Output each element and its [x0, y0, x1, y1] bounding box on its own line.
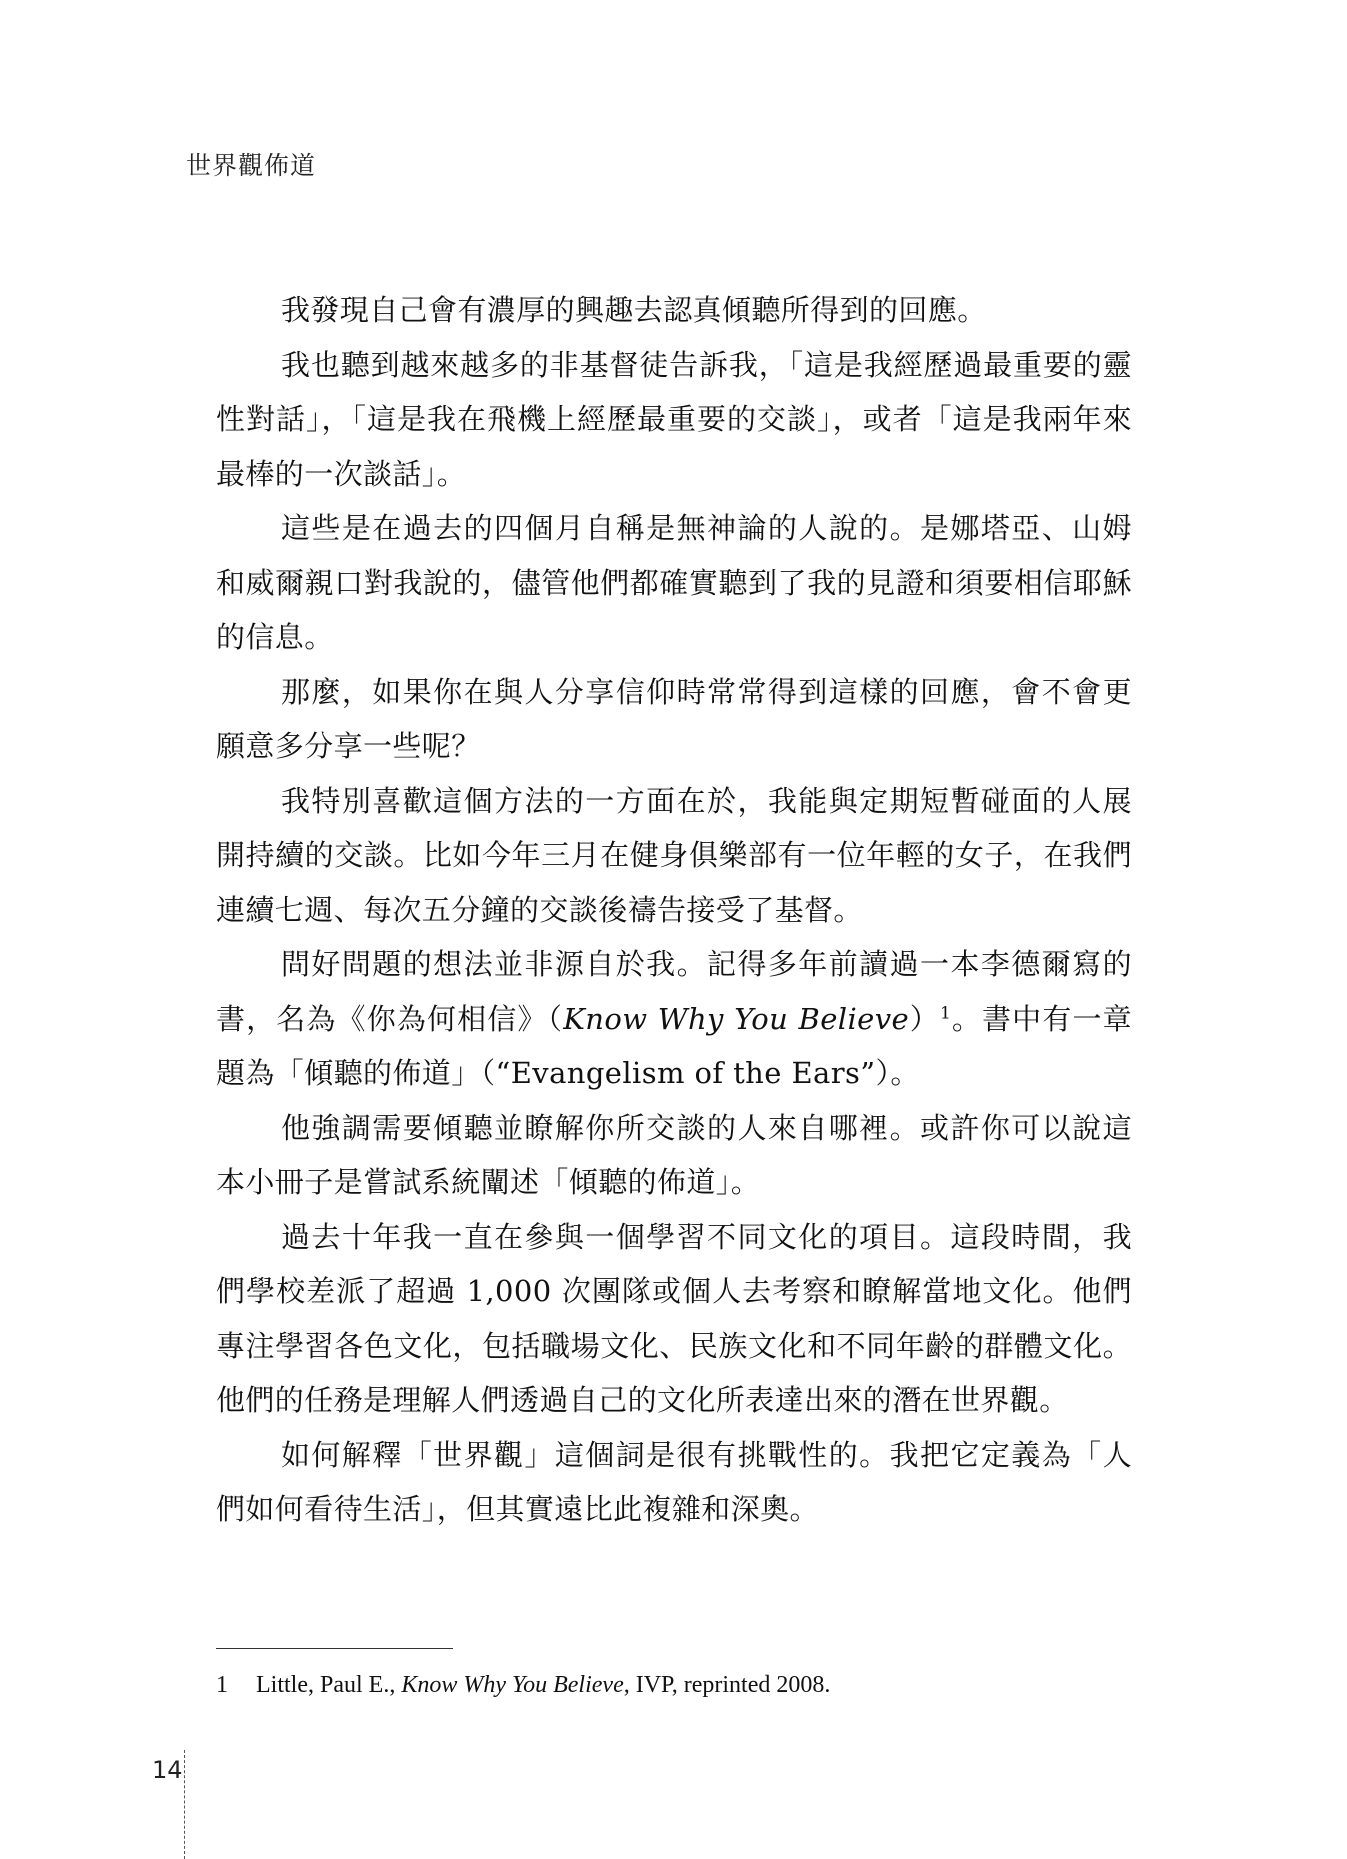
paragraph-9: 如何解釋「世界觀」這個詞是很有挑戰性的。我把它定義為「人們如何看待生活」，但其實遠比此複雜和深奧。: [216, 1437, 1132, 1526]
margin-guide-line: [184, 1750, 185, 1859]
paragraph-4: 那麼，如果你在與人分享信仰時常常得到這樣的回應，會不會更願意多分享一些呢？: [216, 674, 1132, 763]
paragraph-6: [216, 937, 1132, 1101]
footnote-separator: [216, 1648, 453, 1649]
paragraph-2: 我也聽到越來越多的非基督徒告訴我，「這是我經歷過最重要的靈性對話」，「這是我在飛機上經歷最重要的交談」，或者「這是我兩年來最棒的一次談話」。: [216, 347, 1132, 491]
footnote-reference: 1: [939, 1002, 952, 1023]
page-number: 14: [152, 1756, 183, 1784]
book-title-italic: Know Why You Believe: [563, 1001, 910, 1036]
paragraph-7: 他強調需要傾聽並瞭解你所交談的人來自哪裡。或許你可以說這本小冊子是嘗試系統闡述「傾聽的佈道」。: [216, 1110, 1132, 1199]
paragraph-5: 我特別喜歡這個方法的一方面在於，我能與定期短暫碰面的人展開持續的交談。比如今年三月在健身俱樂部有一位年輕的女子，在我們連續七週、每次五分鐘的交談後禱告接受了基督。: [216, 783, 1132, 927]
body-text: [216, 283, 1132, 1537]
paragraph-8: 過去十年我一直在參與一個學習不同文化的項目。這段時間，我們學校差派了超過 1,000 次團隊或個人去考察和瞭解當地文化。他們專注學習各色文化，包括職場文化、民族文化和不同年齡的群體文化。他們的任務是理解人們透過自己的文化所表達出來的潛在世界觀。: [216, 1219, 1132, 1417]
footnote-publication: , IVP, reprinted 2008.: [623, 1672, 831, 1698]
footnote: [216, 1672, 830, 1699]
running-header: 世界觀佈道: [186, 151, 317, 180]
paragraph-6-text-before: 問好問題的想法並非源自於我。記得多年前讀過一本李德爾寫的書，名為《你為何相信》（: [216, 947, 1132, 1036]
footnote-book-title: Know Why You Believe: [401, 1672, 624, 1698]
footnote-author: Little, Paul E.,: [256, 1672, 402, 1698]
paragraph-6-close-paren: ）: [909, 1001, 940, 1036]
paragraph-6-text-after: 。書中有一章題為「傾聽的佈道」（“Evangelism of the Ears”）。: [216, 1001, 1132, 1090]
footnote-number: 1: [216, 1672, 228, 1698]
paragraph-3: 這些是在過去的四個月自稱是無神論的人說的。是娜塔亞、山姆和威爾親口對我說的，儘管他們都確實聽到了我的見證和須要相信耶穌的信息。: [216, 511, 1132, 654]
paragraph-1: 我發現自己會有濃厚的興趣去認真傾聽所得到的回應。: [281, 293, 987, 327]
